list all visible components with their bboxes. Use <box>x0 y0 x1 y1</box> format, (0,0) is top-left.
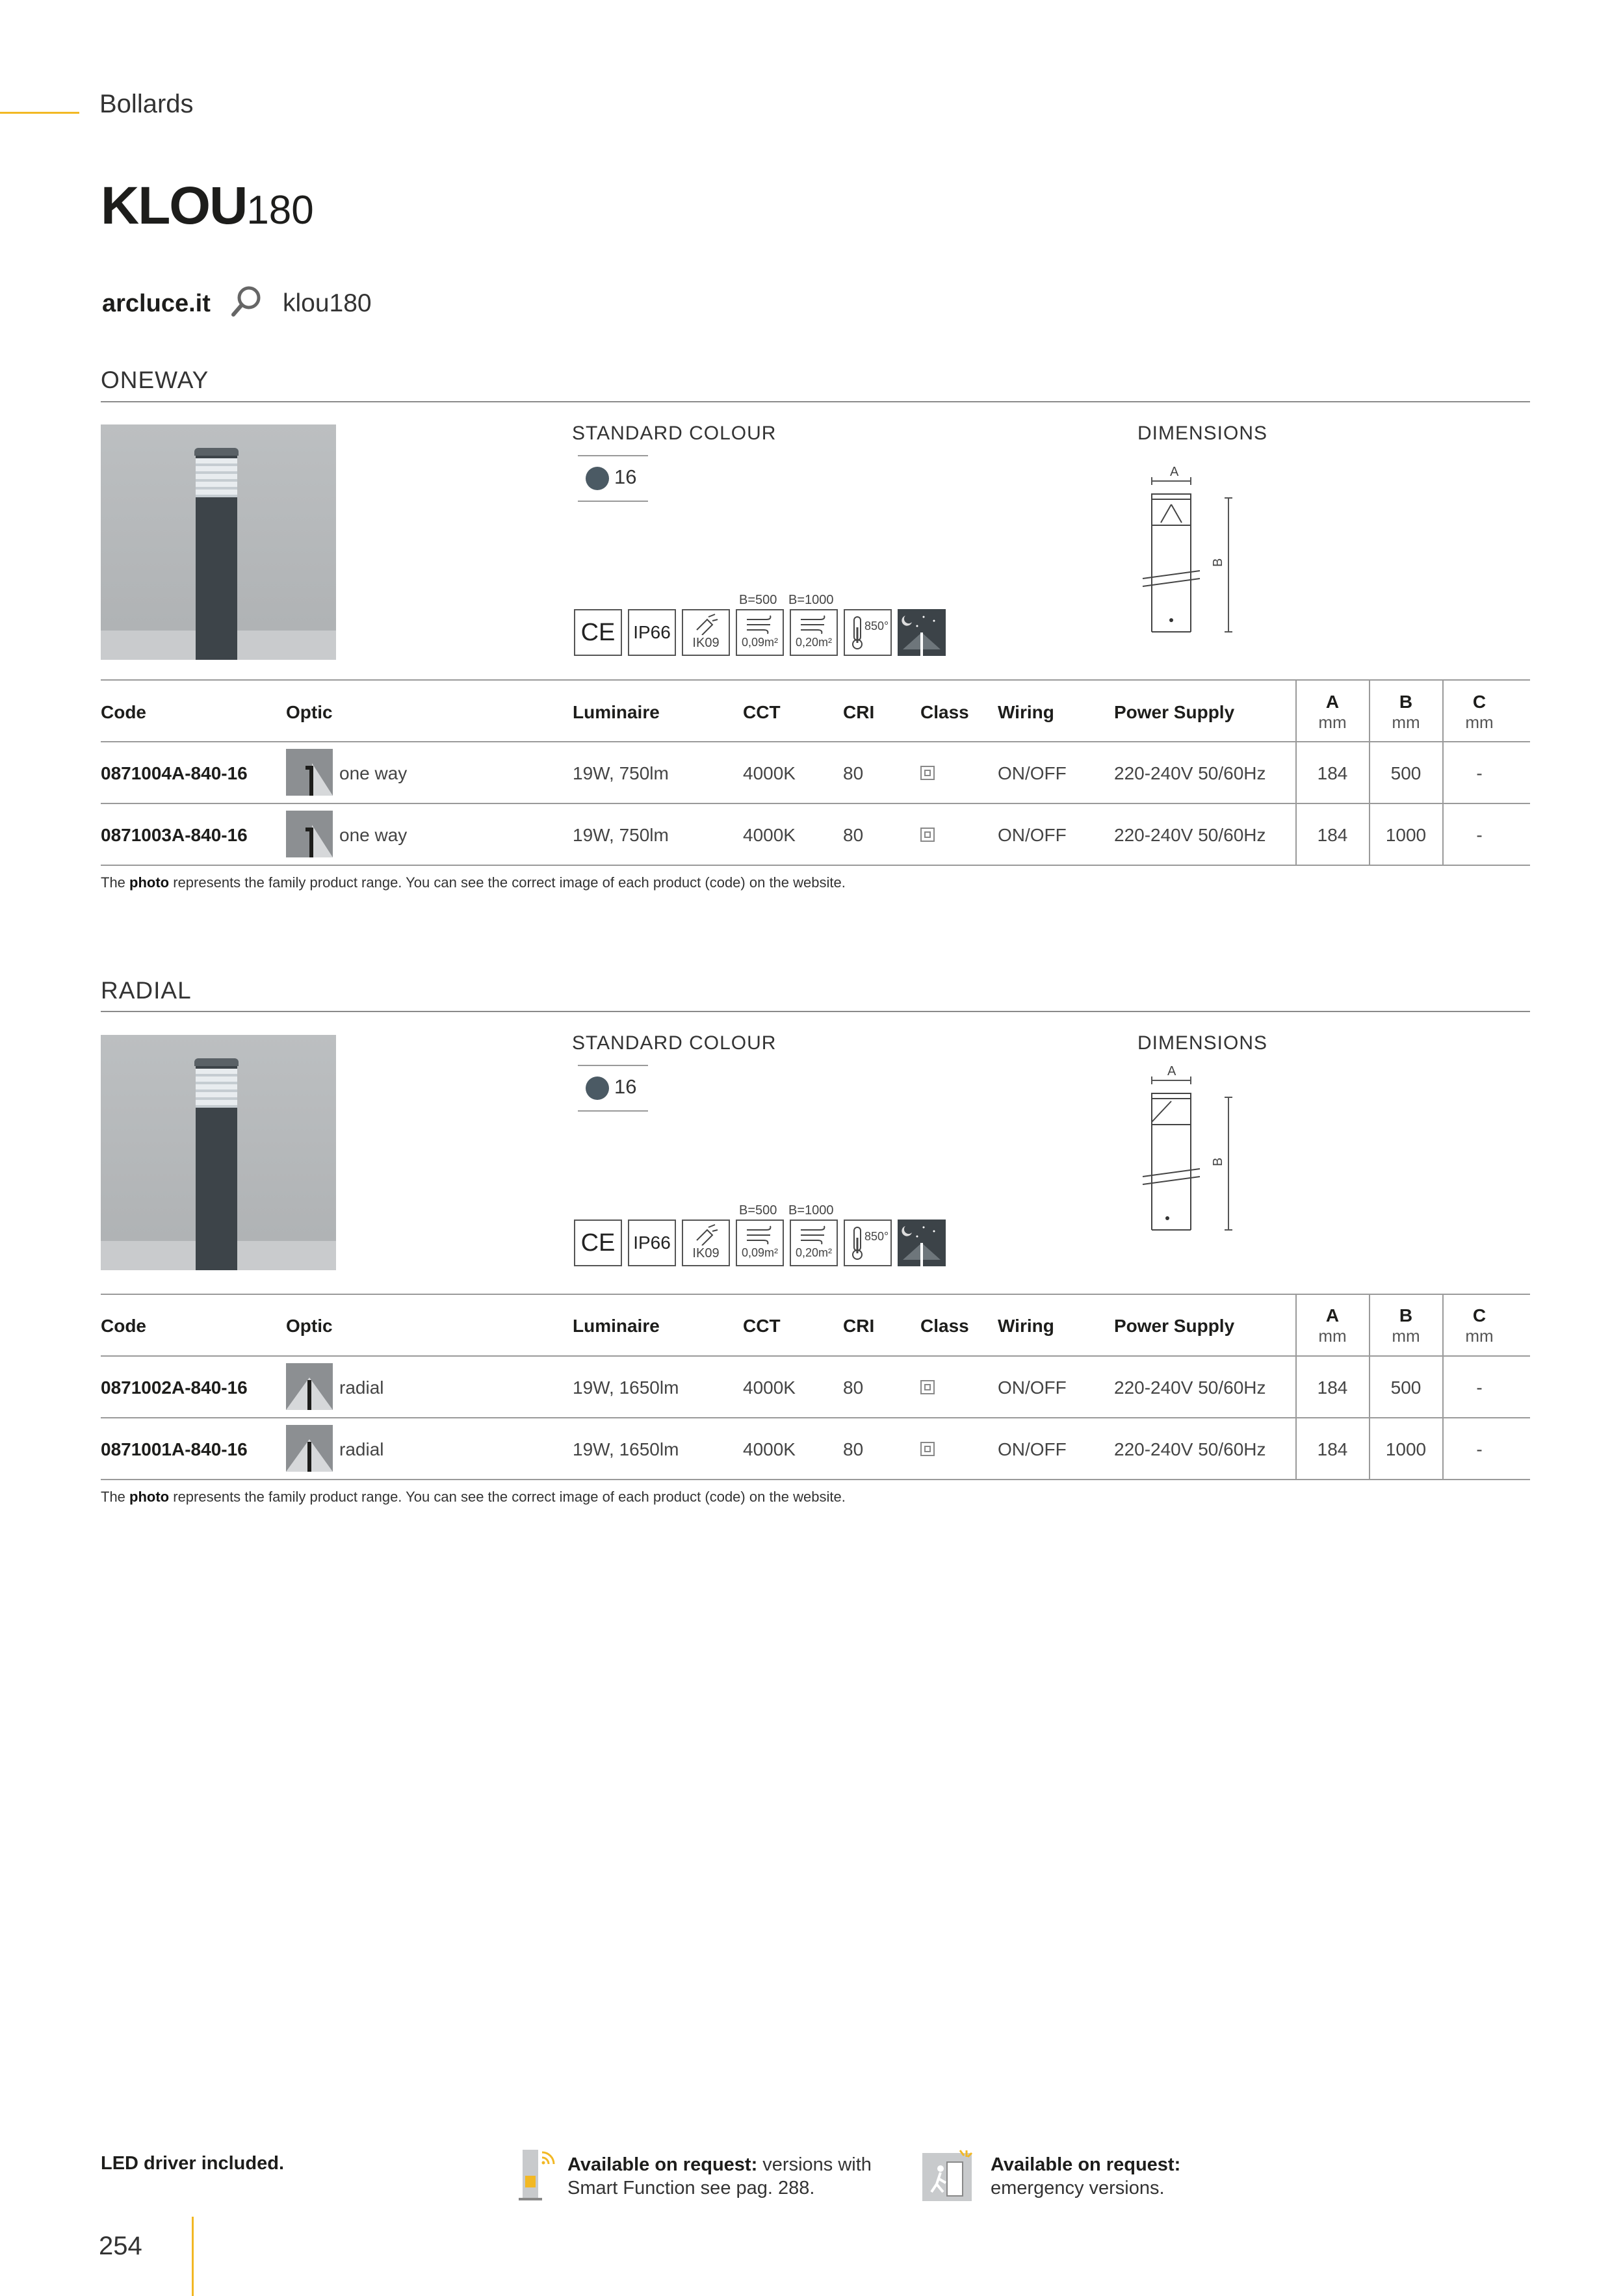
svg-text:B: B <box>1211 558 1225 567</box>
ip-rating-badge: IP66 <box>628 1220 676 1266</box>
colour-swatch <box>586 1076 609 1100</box>
ik-rating: IK09 <box>692 1246 720 1260</box>
section-divider <box>101 1011 1530 1012</box>
row-dim-b: 500 <box>1390 763 1422 783</box>
section-title-oneway: ONEWAY <box>101 367 209 393</box>
col-header-b: B mm <box>1392 1305 1420 1346</box>
standard-colour-label: STANDARD COLOUR <box>572 1032 777 1054</box>
product-photo-radial <box>101 1035 336 1270</box>
col-header-a: A mm <box>1318 1305 1347 1346</box>
row-dim-b: 1000 <box>1385 825 1427 845</box>
smart-function-note: Available on request: versions with Smart Function see pag. 288. <box>567 2154 872 2198</box>
emergency-note: Available on request: emergency versions. <box>991 2154 1181 2198</box>
radial-optic-icon <box>286 1363 333 1410</box>
table-top-border <box>101 1294 1530 1295</box>
oneway-optic-icon <box>286 749 333 796</box>
col-header-code: Code <box>101 1316 146 1336</box>
dimension-drawing <box>1131 463 1254 638</box>
row-wiring: ON/OFF <box>998 1377 1067 1398</box>
photo-note: The photo represents the family product range. You can see the correct image of each product (code) on the website. <box>101 1489 846 1505</box>
colour-swatch <box>586 467 609 490</box>
dimension-drawing <box>1131 1062 1254 1238</box>
table-bottom-border <box>101 865 1530 866</box>
row-luminaire: 19W, 1650lm <box>573 1377 679 1398</box>
row-border <box>101 1417 1530 1418</box>
colour-swatch-row <box>578 1065 648 1112</box>
row-dim-c: - <box>1476 763 1483 783</box>
oneway-optic-icon <box>286 811 333 857</box>
table-bottom-border <box>101 1479 1530 1480</box>
col-header-c: C mm <box>1465 692 1494 732</box>
class-ii-icon <box>920 766 935 780</box>
wind-exposure-icon <box>736 1220 784 1266</box>
row-cri: 80 <box>843 1439 864 1459</box>
category-label: Bollards <box>99 90 194 118</box>
row-optic: radial <box>339 1377 384 1398</box>
wind-exposure-icon <box>790 1220 838 1266</box>
product-title-light: 180 <box>246 188 314 233</box>
col-header-optic: Optic <box>286 1316 333 1336</box>
row-wiring: ON/OFF <box>998 763 1067 783</box>
col-header-a: A mm <box>1318 692 1347 732</box>
night-light-icon <box>898 609 946 656</box>
col-header-luminaire: Luminaire <box>573 702 660 722</box>
row-dim-c: - <box>1476 1439 1483 1459</box>
col-header-luminaire: Luminaire <box>573 1316 660 1336</box>
row-dim-a: 184 <box>1317 825 1348 845</box>
row-wiring: ON/OFF <box>998 1439 1067 1459</box>
page-number: 254 <box>99 2232 142 2260</box>
website-label[interactable]: arcluce.it <box>102 290 211 317</box>
header-accent-line <box>0 112 79 114</box>
row-optic: radial <box>339 1439 384 1459</box>
row-dim-a: 184 <box>1317 1377 1348 1398</box>
product-title-bold: KLOU <box>101 176 247 235</box>
thermometer-icon <box>844 609 892 656</box>
svg-text:A: A <box>1167 1064 1176 1078</box>
wind-area-1000: 0,20m² <box>795 1246 833 1259</box>
col-header-cct: CCT <box>743 1316 781 1336</box>
row-wiring: ON/OFF <box>998 825 1067 845</box>
impact-ik-icon <box>682 609 730 656</box>
magnifier-icon <box>229 285 263 319</box>
row-optic: one way <box>339 825 408 845</box>
radial-optic-icon <box>286 1425 333 1472</box>
colour-code: 16 <box>614 1075 637 1098</box>
night-light-icon <box>898 1220 946 1266</box>
wind-area-label-500: B=500 <box>739 1203 777 1218</box>
row-cri: 80 <box>843 825 864 845</box>
row-cct: 4000K <box>743 825 796 845</box>
product-photo-oneway <box>101 424 336 660</box>
column-divider <box>1295 679 1297 866</box>
svg-text:A: A <box>1170 465 1179 479</box>
colour-code: 16 <box>614 465 637 488</box>
row-optic: one way <box>339 763 408 783</box>
colour-swatch-row <box>578 455 648 502</box>
svg-text:B: B <box>1211 1157 1225 1166</box>
dimensions-label: DIMENSIONS <box>1137 423 1268 444</box>
wind-exposure-icon <box>736 609 784 656</box>
row-power: 220-240V 50/60Hz <box>1114 1439 1266 1459</box>
row-cct: 4000K <box>743 763 796 783</box>
col-header-b: B mm <box>1392 692 1420 732</box>
photo-note: The photo represents the family product range. You can see the correct image of each product (code) on the website. <box>101 874 846 891</box>
table-header-border <box>101 741 1530 742</box>
col-header-code: Code <box>101 702 146 722</box>
col-header-wiring: Wiring <box>998 702 1054 722</box>
row-cri: 80 <box>843 1377 864 1398</box>
row-luminaire: 19W, 750lm <box>573 763 669 783</box>
col-header-wiring: Wiring <box>998 1316 1054 1336</box>
table-header-border <box>101 1355 1530 1357</box>
column-divider <box>1369 679 1370 866</box>
search-term: klou180 <box>283 289 372 317</box>
row-cct: 4000K <box>743 1439 796 1459</box>
led-driver-note: LED driver included. <box>101 2153 284 2174</box>
section-divider <box>101 401 1530 402</box>
glow-wire-temp: 850° <box>864 620 889 633</box>
col-header-class: Class <box>920 702 969 722</box>
col-header-c: C mm <box>1465 1305 1494 1346</box>
table-top-border <box>101 679 1530 681</box>
row-dim-b: 1000 <box>1385 1439 1427 1459</box>
emergency-exit-icon <box>921 2149 974 2202</box>
col-header-cct: CCT <box>743 702 781 722</box>
col-header-optic: Optic <box>286 702 333 722</box>
row-code: 0871004A-840-16 <box>101 763 248 783</box>
column-divider <box>1442 1294 1444 1480</box>
wind-area-500: 0,09m² <box>741 1246 779 1259</box>
wind-area-label-500: B=500 <box>739 593 777 607</box>
class-ii-icon <box>920 828 935 842</box>
smart-function-icon <box>517 2148 556 2202</box>
row-cct: 4000K <box>743 1377 796 1398</box>
glow-wire-temp: 850° <box>864 1230 889 1243</box>
wind-area-500: 0,09m² <box>741 636 779 649</box>
ip-rating-badge: IP66 <box>628 609 676 656</box>
class-ii-icon <box>920 1442 935 1456</box>
row-cri: 80 <box>843 763 864 783</box>
impact-ik-icon <box>682 1220 730 1266</box>
dimensions-label: DIMENSIONS <box>1137 1032 1268 1054</box>
row-power: 220-240V 50/60Hz <box>1114 763 1266 783</box>
standard-colour-label: STANDARD COLOUR <box>572 423 777 444</box>
wind-area-label-1000: B=1000 <box>788 1203 834 1218</box>
row-power: 220-240V 50/60Hz <box>1114 1377 1266 1398</box>
col-header-power: Power Supply <box>1114 1316 1235 1336</box>
ik-rating: IK09 <box>692 636 720 650</box>
row-border <box>101 803 1530 804</box>
column-divider <box>1442 679 1444 866</box>
row-luminaire: 19W, 750lm <box>573 825 669 845</box>
col-header-cri: CRI <box>843 702 875 722</box>
section-title-radial: RADIAL <box>101 977 192 1004</box>
row-code: 0871003A-840-16 <box>101 825 248 845</box>
col-header-cri: CRI <box>843 1316 875 1336</box>
row-code: 0871001A-840-16 <box>101 1439 248 1459</box>
ce-mark-icon: CE <box>574 609 622 656</box>
product-title <box>101 176 314 237</box>
row-code: 0871002A-840-16 <box>101 1377 248 1398</box>
row-dim-a: 184 <box>1317 763 1348 783</box>
wind-area-1000: 0,20m² <box>795 636 833 649</box>
col-header-power: Power Supply <box>1114 702 1235 722</box>
thermometer-icon <box>844 1220 892 1266</box>
column-divider <box>1295 1294 1297 1480</box>
ce-mark-icon: CE <box>574 1220 622 1266</box>
column-divider <box>1369 1294 1370 1480</box>
row-luminaire: 19W, 1650lm <box>573 1439 679 1459</box>
class-ii-icon <box>920 1380 935 1394</box>
row-dim-a: 184 <box>1317 1439 1348 1459</box>
wind-exposure-icon <box>790 609 838 656</box>
col-header-class: Class <box>920 1316 969 1336</box>
row-dim-c: - <box>1476 1377 1483 1398</box>
wind-area-label-1000: B=1000 <box>788 593 834 607</box>
page-number-accent-line <box>192 2217 194 2296</box>
row-dim-b: 500 <box>1390 1377 1422 1398</box>
row-power: 220-240V 50/60Hz <box>1114 825 1266 845</box>
row-dim-c: - <box>1476 825 1483 845</box>
